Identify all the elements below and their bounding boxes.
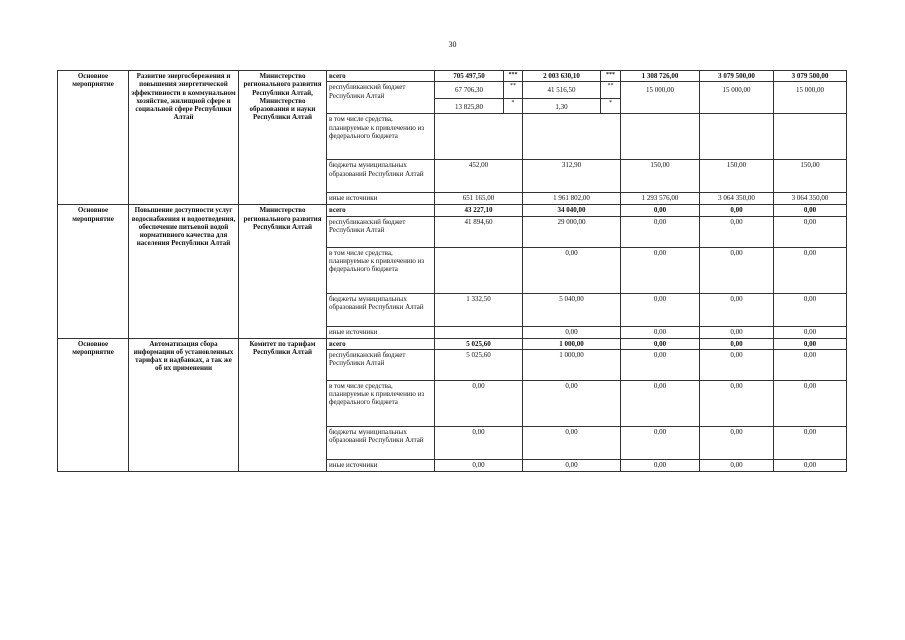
value-cell	[435, 326, 523, 338]
value-cell: 0,00	[774, 216, 847, 247]
value-cell: 0,00	[621, 349, 700, 380]
value-cell: 0,00	[523, 247, 621, 293]
source-label: иные источники	[327, 193, 435, 205]
measure-name: Развитие энергосбережения и повышения энергетической эффективности в коммунальном хозяйстве, жилищной сфере и социальной сфере Республики Алтай	[129, 71, 239, 205]
source-label: бюджеты муниципальных образований Республики Алтай	[327, 293, 435, 326]
value-cell: 5 040,00	[523, 293, 621, 326]
measure-type: Основное мероприятие	[58, 205, 129, 338]
value-cell: 0,00	[700, 216, 774, 247]
value-cell: 0,00	[774, 338, 847, 349]
source-label: всего	[327, 71, 435, 82]
value-cell: 0,00	[774, 247, 847, 293]
value-cell: 0,00	[621, 247, 700, 293]
value-cell: 1,30	[523, 99, 601, 114]
value-cell: 0,00	[621, 293, 700, 326]
value-cell: 0,00	[523, 380, 621, 426]
value-cell	[621, 114, 700, 160]
value-cell: 651 165,00	[435, 193, 523, 205]
value-cell: 15 000,00	[621, 82, 700, 114]
value-cell: 3 064 350,00	[700, 193, 774, 205]
measure-executor: Министерство регионального развития Республики Алтай, Министерство образования и науки Республики Алтай	[239, 71, 327, 205]
value-cell: 150,00	[621, 160, 700, 193]
value-cell: 0,00	[774, 205, 847, 216]
value-cell: 0,00	[435, 380, 523, 426]
measure-name: Автоматизация сбора информации об установленных тарифах и надбавках, а так же об их применении	[129, 338, 239, 471]
value-cell: 5 025,60	[435, 349, 523, 380]
value-cell: 67 706,30	[435, 82, 504, 99]
value-cell: 0,00	[700, 349, 774, 380]
value-cell: 0,00	[700, 326, 774, 338]
value-cell: 1 308 726,00	[621, 71, 700, 82]
value-cell: 1 000,00	[523, 349, 621, 380]
footnote-mark: **	[601, 82, 621, 99]
footnote-mark: *	[601, 99, 621, 114]
value-cell: 0,00	[523, 459, 621, 471]
value-cell: 0,00	[621, 459, 700, 471]
value-cell: 15 000,00	[774, 82, 847, 114]
source-label: в том числе средства, планируемые к привлечению из федерального бюджета	[327, 114, 435, 160]
value-cell: 41 894,60	[435, 216, 523, 247]
funding-table	[57, 70, 847, 472]
value-cell: 0,00	[621, 338, 700, 349]
measure-type: Основное мероприятие	[58, 71, 129, 205]
value-cell: 0,00	[621, 426, 700, 459]
table-row	[58, 71, 847, 82]
value-cell: 1 293 576,00	[621, 193, 700, 205]
value-cell: 3 079 500,00	[774, 71, 847, 82]
value-cell: 0,00	[774, 349, 847, 380]
value-cell: 15 000,00	[700, 82, 774, 114]
footnote-mark: **	[504, 82, 523, 99]
value-cell: 13 825,80	[435, 99, 504, 114]
value-cell: 705 497,50	[435, 71, 504, 82]
value-cell: 0,00	[700, 247, 774, 293]
value-cell: 0,00	[774, 380, 847, 426]
value-cell: 1 961 802,00	[523, 193, 621, 205]
value-cell: 3 064 350,00	[774, 193, 847, 205]
source-label: иные источники	[327, 459, 435, 471]
value-cell: 0,00	[774, 426, 847, 459]
value-cell: 0,00	[621, 205, 700, 216]
source-label: республиканский бюджет Республики Алтай	[327, 82, 435, 114]
source-label: всего	[327, 338, 435, 349]
value-cell: 150,00	[700, 160, 774, 193]
page-number: 30	[448, 40, 457, 49]
value-cell	[523, 114, 621, 160]
value-cell: 0,00	[621, 326, 700, 338]
source-label: республиканский бюджет Республики Алтай	[327, 349, 435, 380]
value-cell: 312,90	[523, 160, 621, 193]
value-cell: 0,00	[700, 205, 774, 216]
value-cell: 0,00	[700, 459, 774, 471]
value-cell: 0,00	[523, 426, 621, 459]
value-cell: 1 332,50	[435, 293, 523, 326]
value-cell: 0,00	[700, 380, 774, 426]
source-label: иные источники	[327, 326, 435, 338]
value-cell: 0,00	[621, 380, 700, 426]
value-cell: 0,00	[700, 338, 774, 349]
value-cell	[435, 247, 523, 293]
table-row	[58, 338, 847, 349]
value-cell: 0,00	[523, 326, 621, 338]
value-cell: 0,00	[435, 426, 523, 459]
value-cell: 452,00	[435, 160, 523, 193]
value-cell: 0,00	[621, 216, 700, 247]
value-cell	[774, 114, 847, 160]
value-cell: 2 003 630,10	[523, 71, 601, 82]
measure-executor: Комитет по тарифам Республики Алтай	[239, 338, 327, 471]
value-cell: 0,00	[435, 459, 523, 471]
value-cell: 0,00	[700, 426, 774, 459]
value-cell	[700, 114, 774, 160]
measure-type: Основное мероприятие	[58, 338, 129, 471]
value-cell: 0,00	[700, 293, 774, 326]
measure-name: Повышение доступности услуг водоснабжения и водоотведения, обеспечение питьевой водой нормативного качества для населения Республики Алтай	[129, 205, 239, 338]
value-cell: 3 079 500,00	[700, 71, 774, 82]
measure-executor: Министерство регионального развития Республики Алтай	[239, 205, 327, 338]
source-label: в том числе средства, планируемые к привлечению из федерального бюджета	[327, 247, 435, 293]
value-cell: 34 040,00	[523, 205, 621, 216]
value-cell: 0,00	[774, 326, 847, 338]
value-cell: 0,00	[774, 293, 847, 326]
value-cell: 29 000,00	[523, 216, 621, 247]
value-cell: 150,00	[774, 160, 847, 193]
source-label: бюджеты муниципальных образований Республики Алтай	[327, 426, 435, 459]
value-cell: 0,00	[774, 459, 847, 471]
table-row	[58, 205, 847, 216]
value-cell: 5 025,60	[435, 338, 523, 349]
source-label: всего	[327, 205, 435, 216]
source-label: бюджеты муниципальных образований Республики Алтай	[327, 160, 435, 193]
footnote-mark: *	[504, 99, 523, 114]
value-cell: 43 227,10	[435, 205, 523, 216]
value-cell: 1 000,00	[523, 338, 621, 349]
footnote-mark: ***	[504, 71, 523, 82]
source-label: республиканский бюджет Республики Алтай	[327, 216, 435, 247]
footnote-mark: ***	[601, 71, 621, 82]
source-label: в том числе средства, планируемые к привлечению из федерального бюджета	[327, 380, 435, 426]
value-cell	[435, 114, 523, 160]
value-cell: 41 516,50	[523, 82, 601, 99]
